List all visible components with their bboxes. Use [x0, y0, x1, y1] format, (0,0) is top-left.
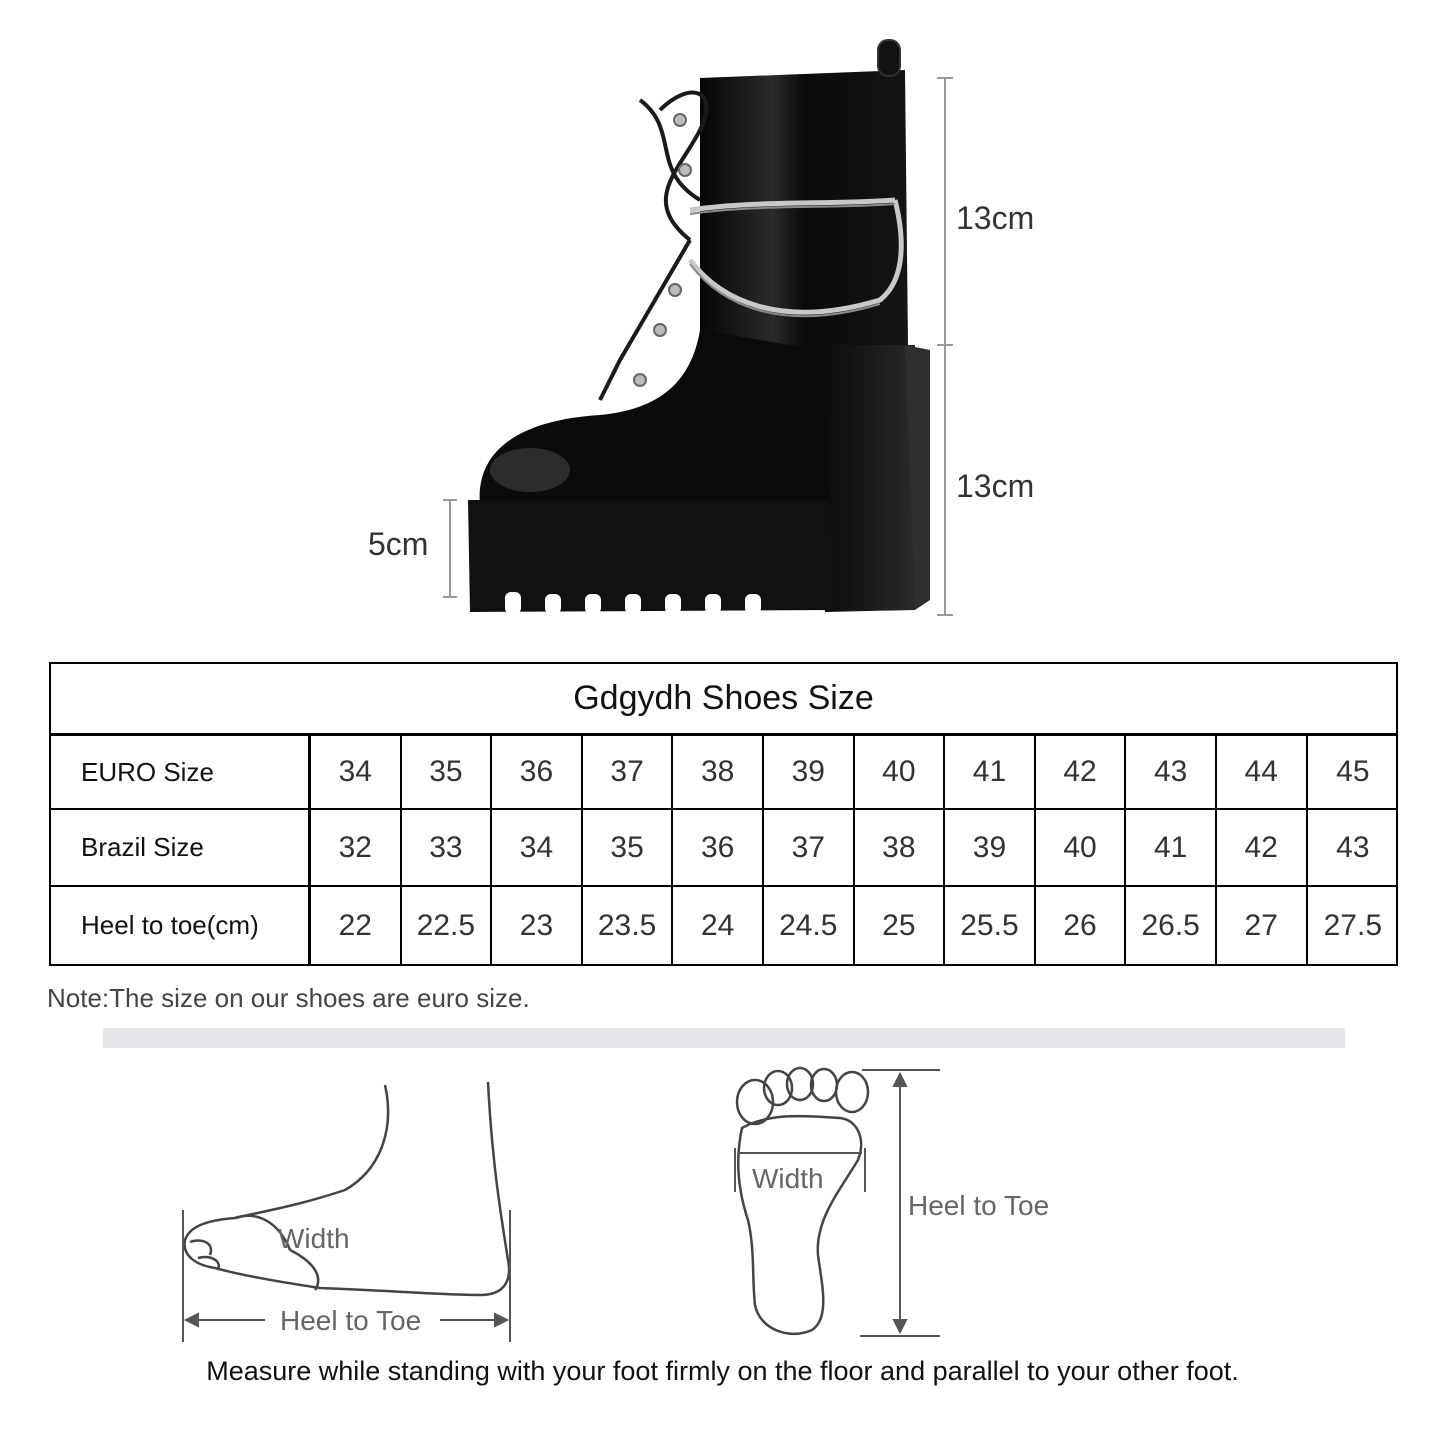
table-cell: 38 [673, 736, 764, 808]
table-cell: 41 [1126, 810, 1217, 885]
row-label: Brazil Size [51, 810, 311, 885]
side-heel-to-toe-label: Heel to Toe [280, 1305, 422, 1336]
table-cell: 25.5 [945, 887, 1036, 964]
table-cell: 22 [311, 887, 402, 964]
table-cell: 23 [492, 887, 583, 964]
table-cell: 32 [311, 810, 402, 885]
divider-bar [103, 1028, 1345, 1048]
platform-height-label: 5cm [368, 526, 429, 562]
heel-height-label: 13cm [956, 468, 1035, 504]
table-cell: 34 [311, 736, 402, 808]
table-cell: 40 [855, 736, 946, 808]
table-cell: 43 [1336, 830, 1370, 864]
table-cell: 25 [855, 887, 946, 964]
table-cell: 41 [945, 736, 1036, 808]
table-cell: 26 [1036, 887, 1127, 964]
sole-width-label: Width [752, 1163, 824, 1194]
table-cell: 35 [583, 810, 674, 885]
row-label: EURO Size [51, 736, 311, 808]
table-cell: 40 [1036, 810, 1127, 885]
side-width-label: Width [278, 1223, 350, 1254]
table-cell: 45 [1336, 755, 1370, 788]
table-cell: 35 [402, 736, 493, 808]
row-label: Heel to toe(cm) [51, 887, 311, 964]
boot-illustration [0, 0, 1445, 660]
table-cell: 38 [855, 810, 946, 885]
table-cell: 37 [583, 736, 674, 808]
table-cell: 33 [402, 810, 493, 885]
table-cell: 43 [1126, 736, 1217, 808]
foot-diagrams [0, 1050, 1445, 1370]
boot-product-figure [0, 0, 1445, 660]
table-cell: 42 [1217, 810, 1308, 885]
table-cell: 34 [492, 810, 583, 885]
table-cell: 24.5 [764, 887, 855, 964]
table-cell: 22.5 [402, 887, 493, 964]
table-title: Gdgydh Shoes Size [51, 664, 1396, 736]
table-cell: 26.5 [1126, 887, 1217, 964]
table-row-euro-size [51, 736, 1396, 810]
table-row-brazil-size [51, 810, 1396, 887]
sole-foot-outline [737, 1068, 868, 1334]
table-cell: 27 [1217, 887, 1308, 964]
size-table [49, 662, 1398, 966]
table-cell: 42 [1036, 736, 1127, 808]
table-cell: 36 [492, 736, 583, 808]
shaft-height-label: 13cm [956, 200, 1035, 236]
sole-heel-to-toe-label: Heel to Toe [908, 1190, 1050, 1221]
table-cell: 23.5 [583, 887, 674, 964]
table-cell: 39 [945, 810, 1036, 885]
foot-measurement-figure [0, 1050, 1445, 1370]
table-cell: 36 [673, 810, 764, 885]
table-row-heel-to-toe [51, 887, 1396, 964]
table-cell: 44 [1217, 736, 1308, 808]
table-cell: 27.5 [1323, 908, 1383, 942]
table-cell: 37 [764, 810, 855, 885]
table-cell: 24 [673, 887, 764, 964]
boot-platform [468, 500, 835, 612]
size-note: Note:The size on our shoes are euro size. [47, 983, 530, 1013]
side-foot-outline [185, 1082, 509, 1295]
measure-instruction: Measure while standing with your foot firmly on the floor and parallel to your other foot. [206, 1356, 1239, 1386]
table-cell: 39 [764, 736, 855, 808]
